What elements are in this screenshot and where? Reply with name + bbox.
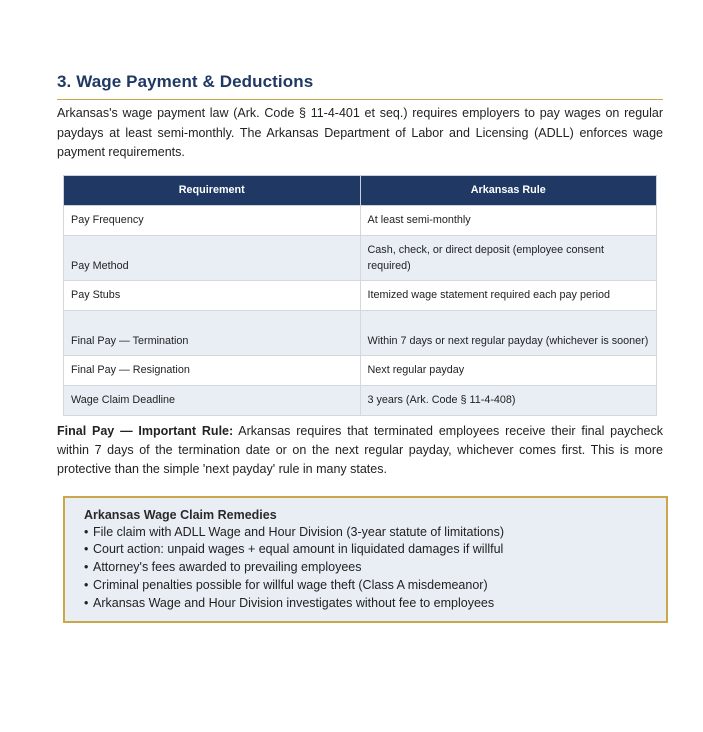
document-page (57, 72, 663, 623)
table-header-row (64, 175, 657, 205)
rule-cell: At least semi-monthly (360, 205, 657, 235)
final-pay-lead: Final Pay — Important Rule: (57, 423, 234, 438)
list-item-text: File claim with ADLL Wage and Hour Division (3-year statute of limitations) (93, 524, 505, 539)
list-item (84, 559, 656, 577)
intro-paragraph: Arkansas's wage payment law (Ark. Code § 11-4-401 et seq.) requires employers to pay wages on regular paydays at least semi-monthly. The Arkansas Department of Labor and Licensing (ADLL) enforces wage payment requirements. (57, 106, 663, 159)
table-row (64, 385, 657, 415)
list-item (84, 595, 656, 613)
list-item-text: Criminal penalties possible for willful wage theft (Class A misdemeanor) (93, 577, 488, 592)
rule-cell: 3 years (Ark. Code § 11-4-408) (360, 385, 657, 415)
table-row (64, 310, 657, 355)
rule-cell: Cash, check, or direct deposit (employee consent required) (360, 235, 657, 280)
requirement-cell: Final Pay — Resignation (64, 355, 361, 385)
final-pay-text: Arkansas requires that terminated employees receive their final paycheck within 7 days of the termination date or on the next regular payday, whichever comes first. This is more protective than the simple 'next payday' rule in many states. (57, 423, 663, 476)
remedies-title: Arkansas Wage Claim Remedies (84, 507, 277, 522)
list-item (84, 541, 656, 559)
bullet-icon: • (84, 560, 89, 575)
list-item-text: Court action: unpaid wages + equal amount in liquidated damages if willful (93, 542, 504, 557)
bullet-icon: • (84, 524, 89, 539)
wage-requirements-table (63, 175, 657, 416)
requirement-cell: Pay Method (64, 235, 361, 280)
table-row (64, 235, 657, 280)
rule-cell: Within 7 days or next regular payday (whichever is sooner) (360, 310, 657, 355)
list-item-text: Arkansas Wage and Hour Division investigates without fee to employees (93, 595, 495, 610)
section-title: 3. Wage Payment & Deductions (57, 72, 663, 100)
requirement-cell: Pay Frequency (64, 205, 361, 235)
final-pay-paragraph (57, 422, 663, 479)
bullet-icon: • (84, 577, 89, 592)
column-header-requirement: Requirement (64, 175, 361, 205)
table-row (64, 280, 657, 310)
requirement-cell: Pay Stubs (64, 280, 361, 310)
rule-cell: Next regular payday (360, 355, 657, 385)
list-item-text: Attorney's fees awarded to prevailing employees (93, 560, 362, 575)
remedies-callout-box (63, 496, 668, 624)
requirement-cell: Wage Claim Deadline (64, 385, 361, 415)
list-item (84, 524, 656, 542)
bullet-icon: • (84, 542, 89, 557)
list-item (84, 577, 656, 595)
remedies-list (84, 524, 656, 613)
table-row (64, 205, 657, 235)
column-header-arkansas-rule: Arkansas Rule (360, 175, 657, 205)
requirement-cell: Final Pay — Termination (64, 310, 361, 355)
rule-cell: Itemized wage statement required each pay period (360, 280, 657, 310)
table-row (64, 355, 657, 385)
bullet-icon: • (84, 595, 89, 610)
